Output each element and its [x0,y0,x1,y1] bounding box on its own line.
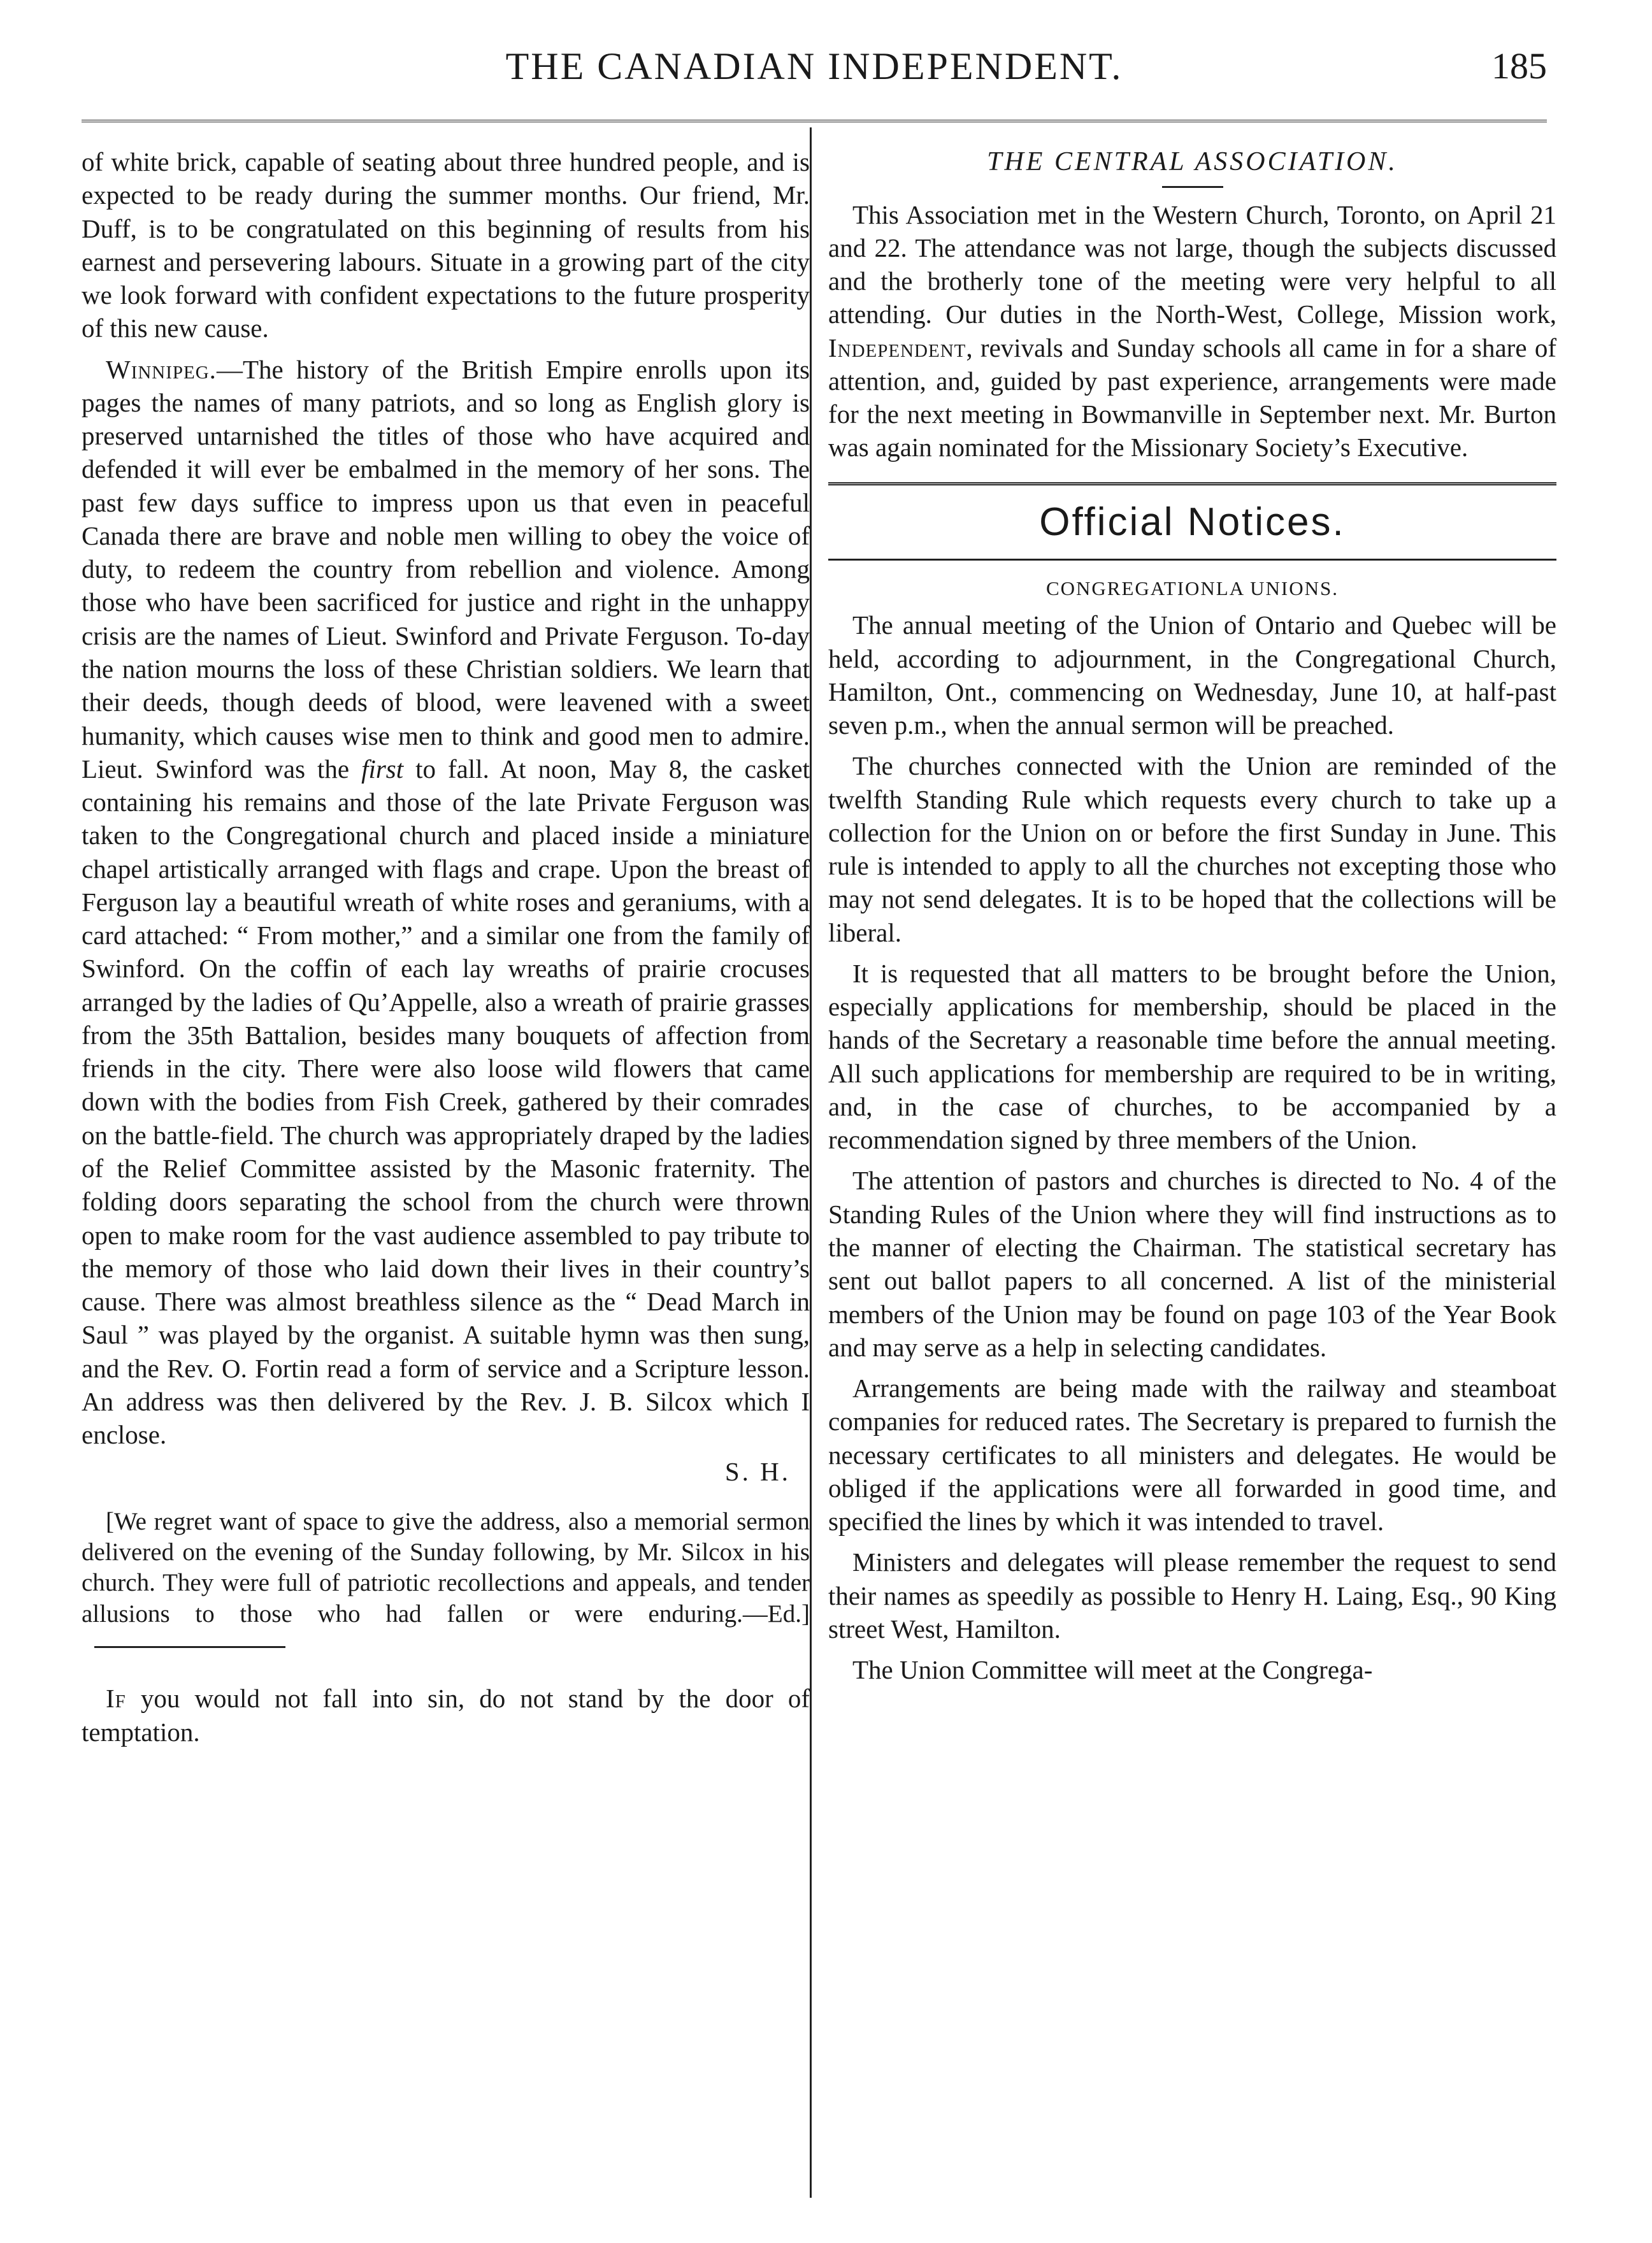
editor-note [82,1507,810,1661]
page-number: 185 [1491,45,1547,87]
section-divider [828,482,1556,485]
central-text-rest: , revivals and Sunday schools all came in for a share of attention, and, guided by past experience, arrangements were made for the next meeting in Bowmanville in September next. Mr. Burton was again nominated for the Missionary Society’s Executive. [828,333,1556,462]
right-column [828,145,1556,1694]
paragraph-central-association [828,198,1556,464]
winnipeg-text: —The history of the British Empire enrolls upon its pages the names of many patriots, and so long as English glory is preserved untarnished the titles of those who have acquired and defended it will ever be embalmed in the memory of her sons. The past few days suffice to impress upon us that even in peaceful Canada there are brave and noble men willing to obey the voice of duty, to redeem the country from rebellion and violence. Among those who have been sacrificed for justice and right in the unhappy crisis are the names of Lieut. Swinford and Private Ferguson. To-day the nation mourns the loss of these Christian soldiers. We learn that their deeds, though deeds of blood, were leavened with a sweet humanity, which causes wise men to think and good men to admire. Lieut. Swinford was the [82,354,810,784]
notice-membership: It is requested that all matters to be brought before the Union, especially applications for membership, should be placed in the hands of the Secretary a reasonable time before the annual meeting. All such applications for membership are required to be in writing, and, in the case of churches, to be accompanied by a recommendation signed by three members of the Union. [828,958,1556,1155]
column-divider [810,127,812,2198]
page-header [82,31,1547,101]
title-rule [1162,186,1223,188]
paragraph-winnipeg [82,353,810,1452]
header-rule [82,120,1547,122]
central-association-title: THE CENTRAL ASSOCIATION. [987,147,1398,176]
congregational-unions-subhead: CONGREGATIONLA UNIONS. [1045,577,1339,599]
note-end-rule [94,1646,285,1648]
closing-lead: If [106,1684,126,1714]
central-text: This Association met in the Western Church, Toronto, on April 21 and 22. The attendance was not large, though the subjects discussed and the brotherly tone of the meeting were very helpful to all attending. Our duties in the North-West, College, Mission work, [828,199,1556,329]
notice-collection: The churches connected with the Union are reminded of the twelfth Standing Rule which requests every church to take up a collection for the Union on or before the first Sunday in June. This rule is intended to apply to all the churches not excepting those who may not send delegates. It is to be hoped that the collections will be liberal. [828,751,1556,947]
closing-maxim [82,1682,810,1749]
editor-note-text: [We regret want of space to give the address, also a memorial sermon delivered on the evening of the Sunday following, by Mr. Silcox in his church. They were full of patriotic recollections and appeals, and tender allusions to those who had fallen or were enduring.—Ed.] [82,1507,810,1628]
notice-committee: The Union Committee will meet at the Congrega- [852,1655,1373,1685]
winnipeg-lead: Winnipeg. [106,354,217,384]
signature: S. H. [724,1457,791,1487]
paragraph-church-building: of white brick, capable of seating about three hundred people, and is expected to be ready during the summer months. Our friend, Mr. Duff, is to be congratulated on this beginning of results from his earnest and persevering labours. Situate in a growing part of the city we look forward with confident expectations to the future prosperity of this new cause. [82,147,810,343]
notice-chairman: The attention of pastors and churches is directed to No. 4 of the Standing Rules of the Union where they will find instructions as to the manner of electing the Chairman. The statistical secretary has sent out ballot papers to all concerned. A list of the ministerial members of the Union may be found on page 103 of the Year Book and may serve as a help in selecting candidates. [828,1166,1556,1362]
central-independent: Independent [828,333,966,362]
notice-annual-meeting: The annual meeting of the Union of Ontario and Quebec will be held, according to adjournment, in the Congregational Church, Hamilton, Ont., commencing on Wednesday, June 10, at half-past seven p.m., when the annual sermon will be preached. [828,610,1556,740]
left-column [82,145,810,1756]
notice-names: Ministers and delegates will please remember the request to send their names as speedily as possible to Henry H. Laing, Esq., 90 King street West, Hamilton. [828,1547,1556,1644]
heading-rule [828,559,1556,561]
publication-title: THE CANADIAN INDEPENDENT. [505,45,1123,87]
notice-rates: Arrangements are being made with the railway and steamboat companies for reduced rates. The Secretary is prepared to furnish the necessary certificates to all ministers and delegates. He would be obliged if the applications were all forwarded in good time, and specified the lines by which it was intended to travel. [828,1373,1556,1537]
winnipeg-italic: first [361,754,404,784]
closing-text: you would not fall into sin, do not stand by the door of temptation. [82,1684,810,1747]
winnipeg-text-rest: to fall. At noon, May 8, the casket containing his remains and those of the late Private Ferguson was taken to the Congregational church and placed inside a miniature chapel artistically arranged with flags and crape. Upon the breast of Ferguson lay a beautiful wreath of white roses and geraniums, with a card attached: “ From mother,” and a similar one from the family of Swinford. On the coffin of each lay wreaths of prairie crocuses arranged by the ladies of Qu’Appelle, also a wreath of prairie grasses from the 35th Battalion, besides many bouquets of affection from friends in the city. There were also loose wild flowers that came down with the bodies from Fish Creek, gathered by their comrades on the battle-field. The church was appropriately draped by the ladies of the Relief Committee assisted by the Masonic fraternity. The folding doors separating the school from the church were thrown open to make room for the vast audience assembled to pay tribute to the memory of those who laid down their lives in their country’s cause. There was almost breathless silence as the “ Dead March in Saul ” was played by the organist. A suitable hymn was then sung, and the Rev. O. Fortin read a form of service and a Scripture lesson. An address was then delivered by the Rev. J. B. Silcox which I enclose. [82,754,810,1450]
official-notices-heading: Official Notices. [1039,499,1346,544]
